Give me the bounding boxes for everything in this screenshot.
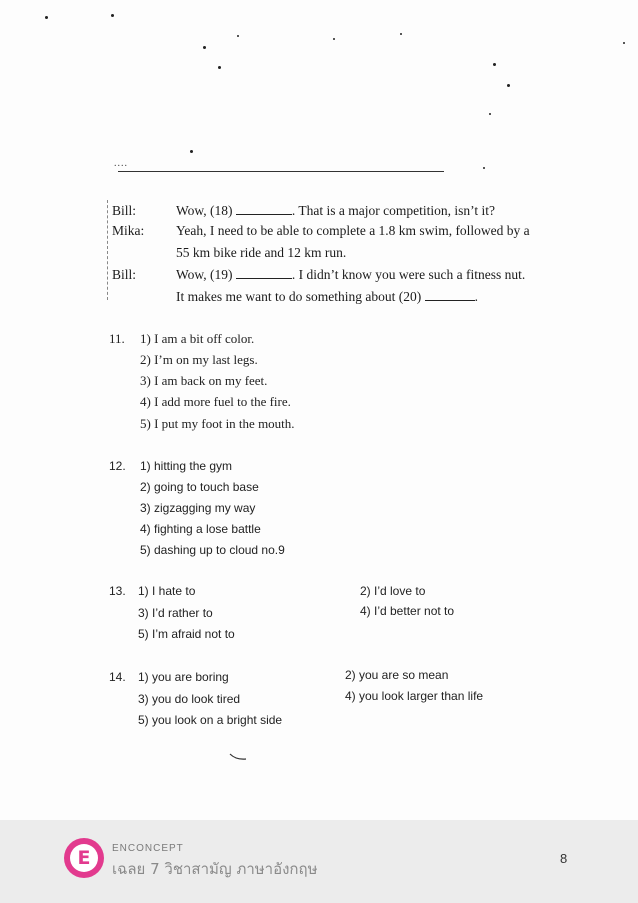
- option-4: 4) fighting a lose battle: [140, 522, 261, 536]
- scan-speck: [203, 46, 206, 49]
- enconcept-logo-icon: [64, 838, 104, 878]
- question-13: [0, 584, 638, 644]
- option-2: 2) I’m on my last legs.: [140, 352, 258, 367]
- dialogue-text: .: [474, 289, 478, 304]
- scan-speck: [190, 150, 193, 153]
- scan-speck: [489, 113, 491, 115]
- question-11: [0, 331, 638, 441]
- option-2: 2) you are so mean: [345, 668, 449, 682]
- option-1: 1) hitting the gym: [140, 459, 233, 473]
- option-4: 4) I’d better not to: [360, 604, 455, 618]
- scan-speck: [333, 38, 335, 40]
- answer-blank-19: [236, 265, 292, 279]
- scan-speck: [483, 167, 485, 169]
- option-1: 1) I hate to: [138, 584, 196, 598]
- dialogue-text: . That is a major competition, isn’t it?: [291, 203, 495, 218]
- option-2: 2) I’d love to: [360, 584, 426, 598]
- scan-speck: [623, 42, 625, 44]
- option-4: 4) you look larger than life: [345, 689, 484, 703]
- option-5: 5) you look on a bright side: [138, 713, 283, 727]
- scan-mark: [228, 752, 248, 762]
- header-rule: [118, 171, 444, 172]
- dialogue-text: Wow, (19): [176, 267, 233, 282]
- question-number: 12.: [109, 459, 126, 473]
- scan-speck: [493, 63, 496, 66]
- document-subtitle: เฉลย 7 วิชาสามัญ ภาษาอังกฤษ: [112, 860, 318, 878]
- dialogue-line-18: [176, 201, 495, 221]
- speaker-mika: Mika:: [112, 223, 145, 238]
- option-1: 1) I am a bit off color.: [140, 331, 255, 346]
- option-3: 3) I’d rather to: [138, 606, 213, 620]
- scan-speck: [218, 66, 221, 69]
- question-number: 14.: [109, 670, 126, 684]
- question-14: [0, 670, 638, 730]
- option-2: 2) going to touch base: [140, 480, 259, 494]
- brand-name: ENCONCEPT: [112, 843, 184, 854]
- dialogue-text: . I didn’t know you were such a fitness nut.: [291, 267, 526, 282]
- scan-speck: [237, 35, 239, 37]
- dialogue-line-20: [176, 287, 478, 307]
- option-5: 5) I put my foot in the mouth.: [140, 416, 295, 431]
- dialogue-line-19: [176, 265, 525, 285]
- scan-speck: [507, 84, 510, 87]
- question-number: 13.: [109, 584, 126, 598]
- logo-ring: [70, 844, 98, 872]
- page-number: 8: [560, 851, 568, 866]
- option-4: 4) I add more fuel to the fire.: [140, 394, 291, 409]
- option-1: 1) you are boring: [138, 670, 229, 684]
- dialogue-block: [0, 201, 638, 311]
- speaker-bill: Bill:: [112, 267, 137, 282]
- dialogue-line: 55 km bike ride and 12 km run.: [176, 245, 347, 260]
- scan-dots: ....: [114, 158, 128, 169]
- scan-speck: [111, 14, 114, 17]
- option-5: 5) dashing up to cloud no.9: [140, 543, 285, 557]
- dialogue-line: Yeah, I need to be able to complete a 1.8 km swim, followed by a: [176, 223, 530, 238]
- dialogue-text: It makes me want to do something about (20): [176, 289, 422, 304]
- option-3: 3) zigzagging my way: [140, 501, 256, 515]
- scan-speck: [400, 33, 402, 35]
- question-number: 11.: [109, 331, 125, 346]
- logo-letter: E: [77, 847, 91, 869]
- question-12: [0, 459, 638, 569]
- answer-blank-20: [425, 287, 475, 301]
- scan-speck: [45, 16, 48, 19]
- option-3: 3) you do look tired: [138, 692, 241, 706]
- option-5: 5) I’m afraid not to: [138, 627, 235, 641]
- answer-blank-18: [236, 201, 292, 215]
- dialogue-text: Wow, (18): [176, 203, 233, 218]
- speaker-bill: Bill:: [112, 203, 137, 218]
- option-3: 3) I am back on my feet.: [140, 373, 268, 388]
